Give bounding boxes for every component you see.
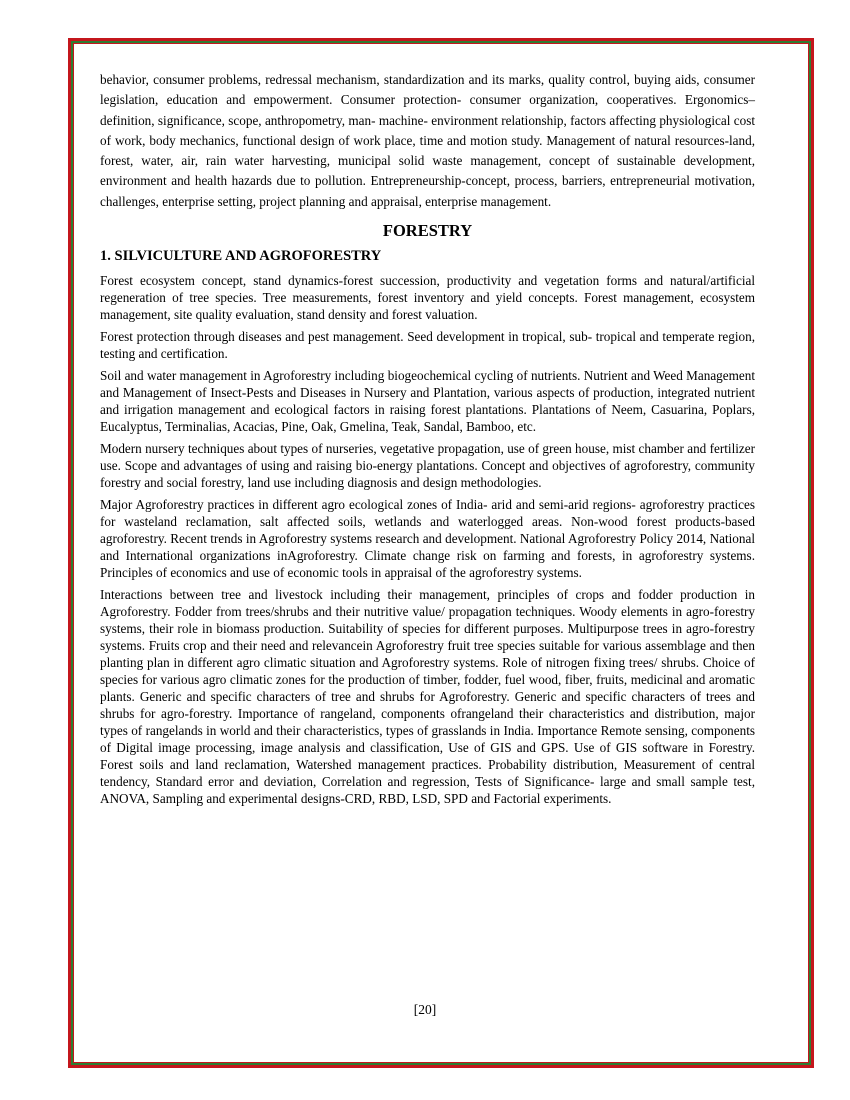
body-paragraph: Interactions between tree and livestock including their management, principles of crops and fodder production in Agroforestry. Fodder from trees/shrubs and their nutritive value/ propagation techniques. Woody elements in agro-forestry systems, their role in biomass production. Suitability of species for different purposes. Multipurpose trees in agro-forestry systems. Fruits crop and their need and relevancein Agroforestry fruit tree species suitable for various assemblage and then planting plan in different agro climatic situation and Agroforestry systems. Role of nitrogen fixing trees/ shrubs. Choice of species for various agro climatic zones for the production of timber, fodder, fuel wood, fiber, fruits, medicinal and aromatic plants. Generic and specific characters of tree and shrubs for Agroforestry. Generic and specific characters of trees and shrubs for agro-forestry. Importance of rangeland, components ofrangeland their characteristics and distribution, major types of rangelands in world and their characteristics, types of grasslands in India. Importance Remote sensing, components of Digital image processing, image analysis and classification, Use of GIS and GPS. Use of GIS software in Forestry. Forest soils and land reclamation, Watershed management practices. Probability distribution, Measurement of central tendency, Standard error and deviation, Correlation and regression, Tests of Significance- large and small sample test, ANOVA, Sampling and experimental designs-CRD, RBD, LSD, SPD and Factorial experiments.: [100, 587, 755, 807]
subsection-title: 1. SILVICULTURE AND AGROFORESTRY: [100, 248, 382, 265]
page-content: [100, 70, 755, 812]
section-title: FORESTRY: [382, 221, 473, 241]
intro-paragraph: behavior, consumer problems, redressal mechanism, standardization and its marks, quality control, buying aids, consumer legislation, education and empowerment. Consumer protection- consumer organization, cooperatives. Ergonomics– definition, significance, scope, anthropometry, man- machine- environment relationship, factors affecting physiological cost of work, body mechanics, functional design of work place, time and motion study. Management of natural resources-land, forest, water, air, rain water harvesting, municipal solid waste management, concept of sustainable development, environment and health hazards due to pollution. Entrepreneurship-concept, process, barriers, entrepreneurial motivation, challenges, enterprise setting, project planning and appraisal, enterprise management.: [100, 72, 755, 209]
page-number: [20]: [413, 1002, 437, 1017]
body-paragraph: Forest ecosystem concept, stand dynamics-forest succession, productivity and vegetation forms and natural/artificial regeneration of tree species. Tree measurements, forest inventory and yield concepts. Forest management, ecosystem management, site quality evaluation, stand density and forest valuation.: [100, 273, 755, 323]
body-paragraph: Forest protection through diseases and pest management. Seed development in tropical, sub- tropical and temperate region, testing and certification.: [100, 329, 755, 362]
body-paragraph: Major Agroforestry practices in different agro ecological zones of India- arid and semi-arid regions- agroforestry practices for wasteland reclamation, salt affected soils, wetlands and waterlogged areas. Non-wood forest products-based agroforestry. Recent trends in Agroforestry systems research and development. National Agroforestry Policy 2014, National and International organizations inAgroforestry. Climate change risk on farming and forests, in agroforestry systems. Principles of economics and use of economic tools in appraisal of the agroforestry systems.: [100, 497, 755, 581]
body-paragraph: Soil and water management in Agroforestry including biogeochemical cycling of nutrients. Nutrient and Weed Management and Management of Insect-Pests and Diseases in Nursery and Plantation, various aspects of production, integrated nutrient and irrigation management and ecological factors in raising forest plantations. Plantations of Neem, Casuarina, Poplars, Eucalyptus, Terminalias, Acacias, Pine, Oak, Gmelina, Teak, Sandal, Bamboo, etc.: [100, 368, 755, 435]
body-paragraph: Modern nursery techniques about types of nurseries, vegetative propagation, use of green house, mist chamber and fertilizer use. Scope and advantages of using and raising bio-energy plantations. Concept and objectives of agroforestry, community forestry and social forestry, land use including diagnosis and design methodologies.: [100, 441, 755, 491]
